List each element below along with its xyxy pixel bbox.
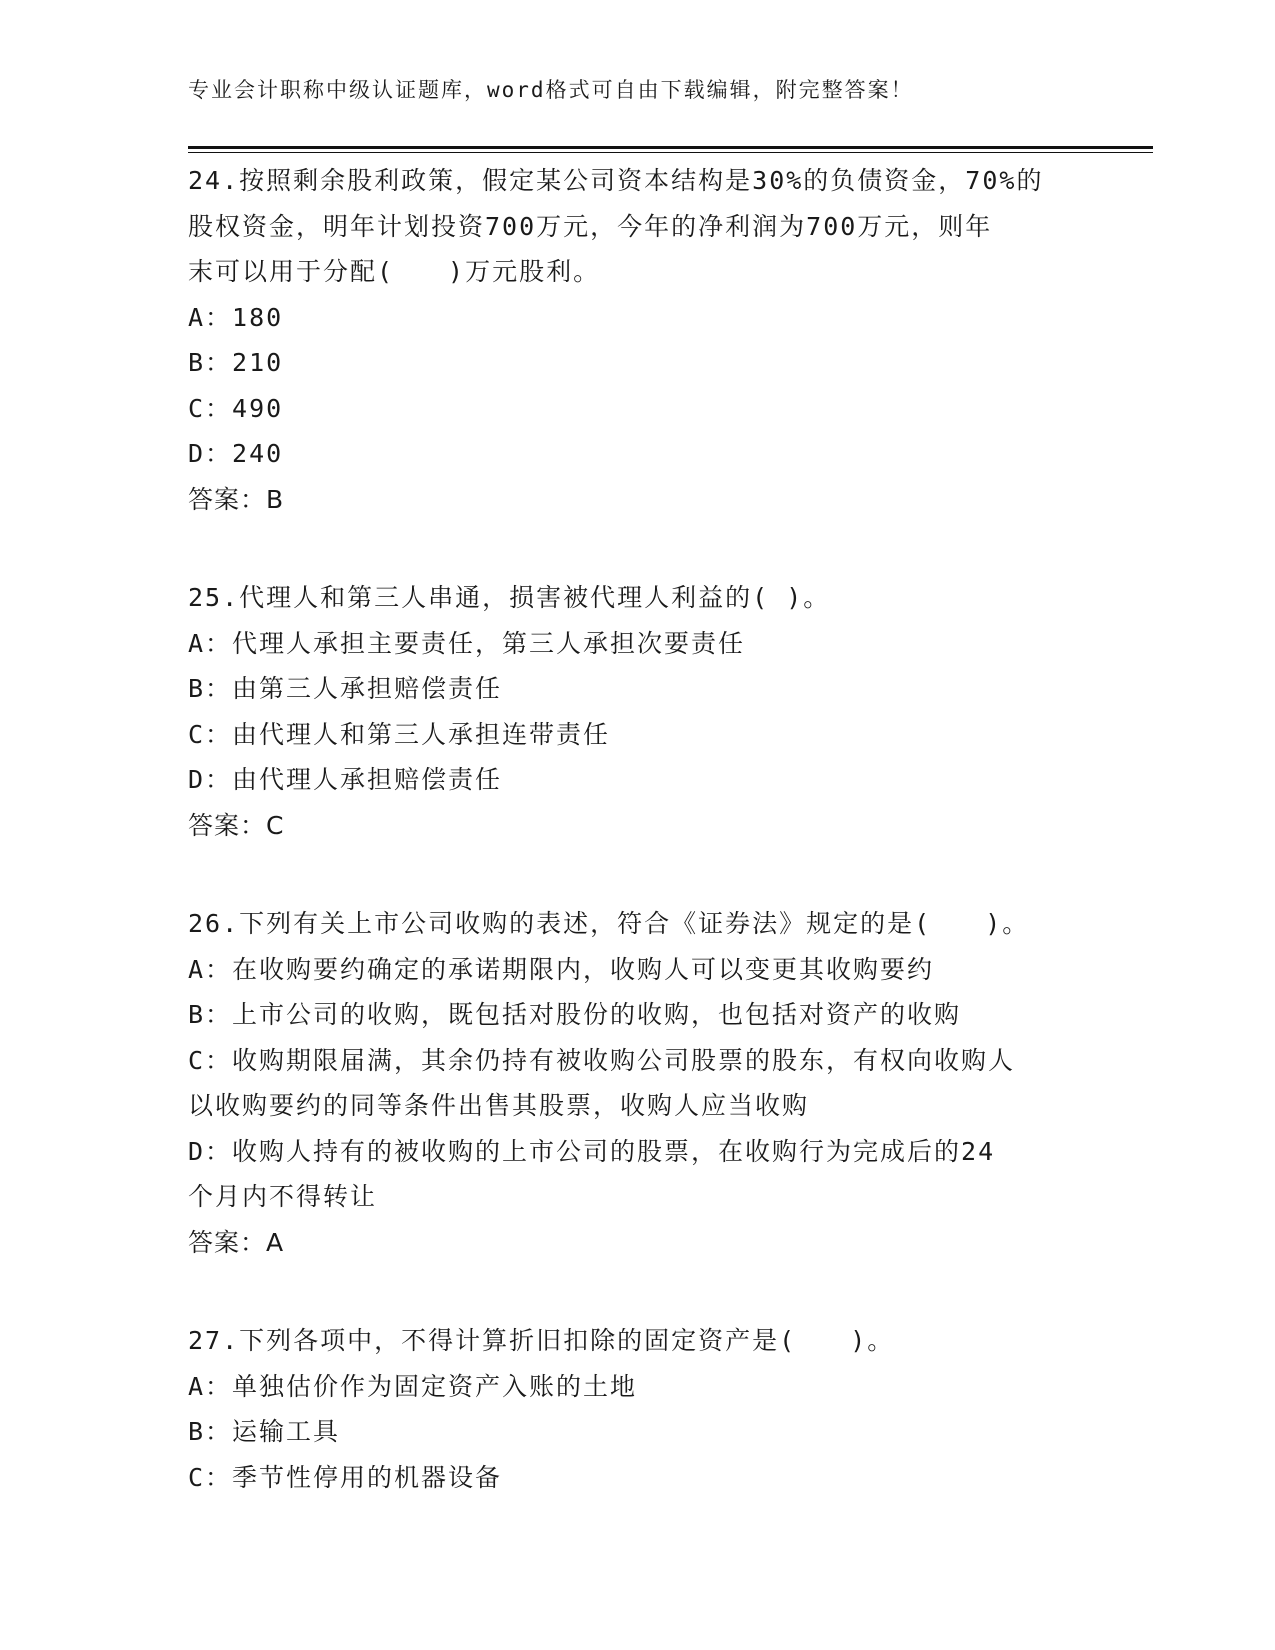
option-d: D：收购人持有的被收购的上市公司的股票，在收购行为完成后的24 bbox=[188, 1136, 996, 1166]
option-a: A：单独估价作为固定资产入账的土地 bbox=[188, 1371, 638, 1401]
question-stem-line: 25.代理人和第三人串通，损害被代理人利益的( )。 bbox=[188, 583, 831, 612]
header-rule-thin bbox=[188, 152, 1153, 153]
option-a: A：代理人承担主要责任，第三人承担次要责任 bbox=[188, 628, 746, 658]
question-list bbox=[188, 158, 1088, 1553]
question-stem-line: 末可以用于分配( )万元股利。 bbox=[188, 257, 601, 286]
option-b: B：上市公司的收购，既包括对股份的收购，也包括对资产的收购 bbox=[188, 1000, 962, 1029]
answer-label: 答案：A bbox=[188, 1227, 285, 1257]
question-27 bbox=[188, 1318, 1088, 1500]
question-stem-line: 股权资金，明年计划投资700万元，今年的净利润为700万元，则年 bbox=[188, 211, 993, 241]
option-c: C：490 bbox=[188, 393, 284, 423]
option-c: C：收购期限届满，其余仍持有被收购公司股票的股东，有权向收购人 bbox=[188, 1045, 1016, 1075]
question-26 bbox=[188, 901, 1088, 1265]
option-c: C：季节性停用的机器设备 bbox=[188, 1462, 503, 1492]
header-rule-thick bbox=[188, 146, 1153, 149]
question-24 bbox=[188, 158, 1088, 522]
question-25 bbox=[188, 575, 1088, 848]
answer-label: 答案：C bbox=[188, 810, 285, 840]
option-d: D：240 bbox=[188, 439, 284, 468]
question-stem-line: 26.下列有关上市公司收购的表述，符合《证券法》规定的是( )。 bbox=[188, 909, 1030, 938]
option-b: B：运输工具 bbox=[188, 1417, 341, 1446]
option-d: D：由代理人承担赔偿责任 bbox=[188, 765, 503, 794]
question-stem-line: 24.按照剩余股利政策，假定某公司资本结构是30%的负债资金，70%的 bbox=[188, 166, 1044, 195]
option-d-continued: 个月内不得转让 bbox=[188, 1182, 378, 1211]
answer-label: 答案：B bbox=[188, 484, 285, 514]
page-header: 专业会计职称中级认证题库，word格式可自由下载编辑，附完整答案！ bbox=[188, 78, 914, 102]
option-b: B：由第三人承担赔偿责任 bbox=[188, 674, 503, 703]
question-stem-line: 27.下列各项中，不得计算折旧扣除的固定资产是( )。 bbox=[188, 1326, 895, 1355]
option-c: C：由代理人和第三人承担连带责任 bbox=[188, 719, 611, 749]
option-c-continued: 以收购要约的同等条件出售其股票，收购人应当收购 bbox=[188, 1091, 810, 1120]
option-a: A：180 bbox=[188, 302, 284, 332]
option-a: A：在收购要约确定的承诺期限内，收购人可以变更其收购要约 bbox=[188, 954, 935, 984]
option-b: B：210 bbox=[188, 348, 284, 377]
